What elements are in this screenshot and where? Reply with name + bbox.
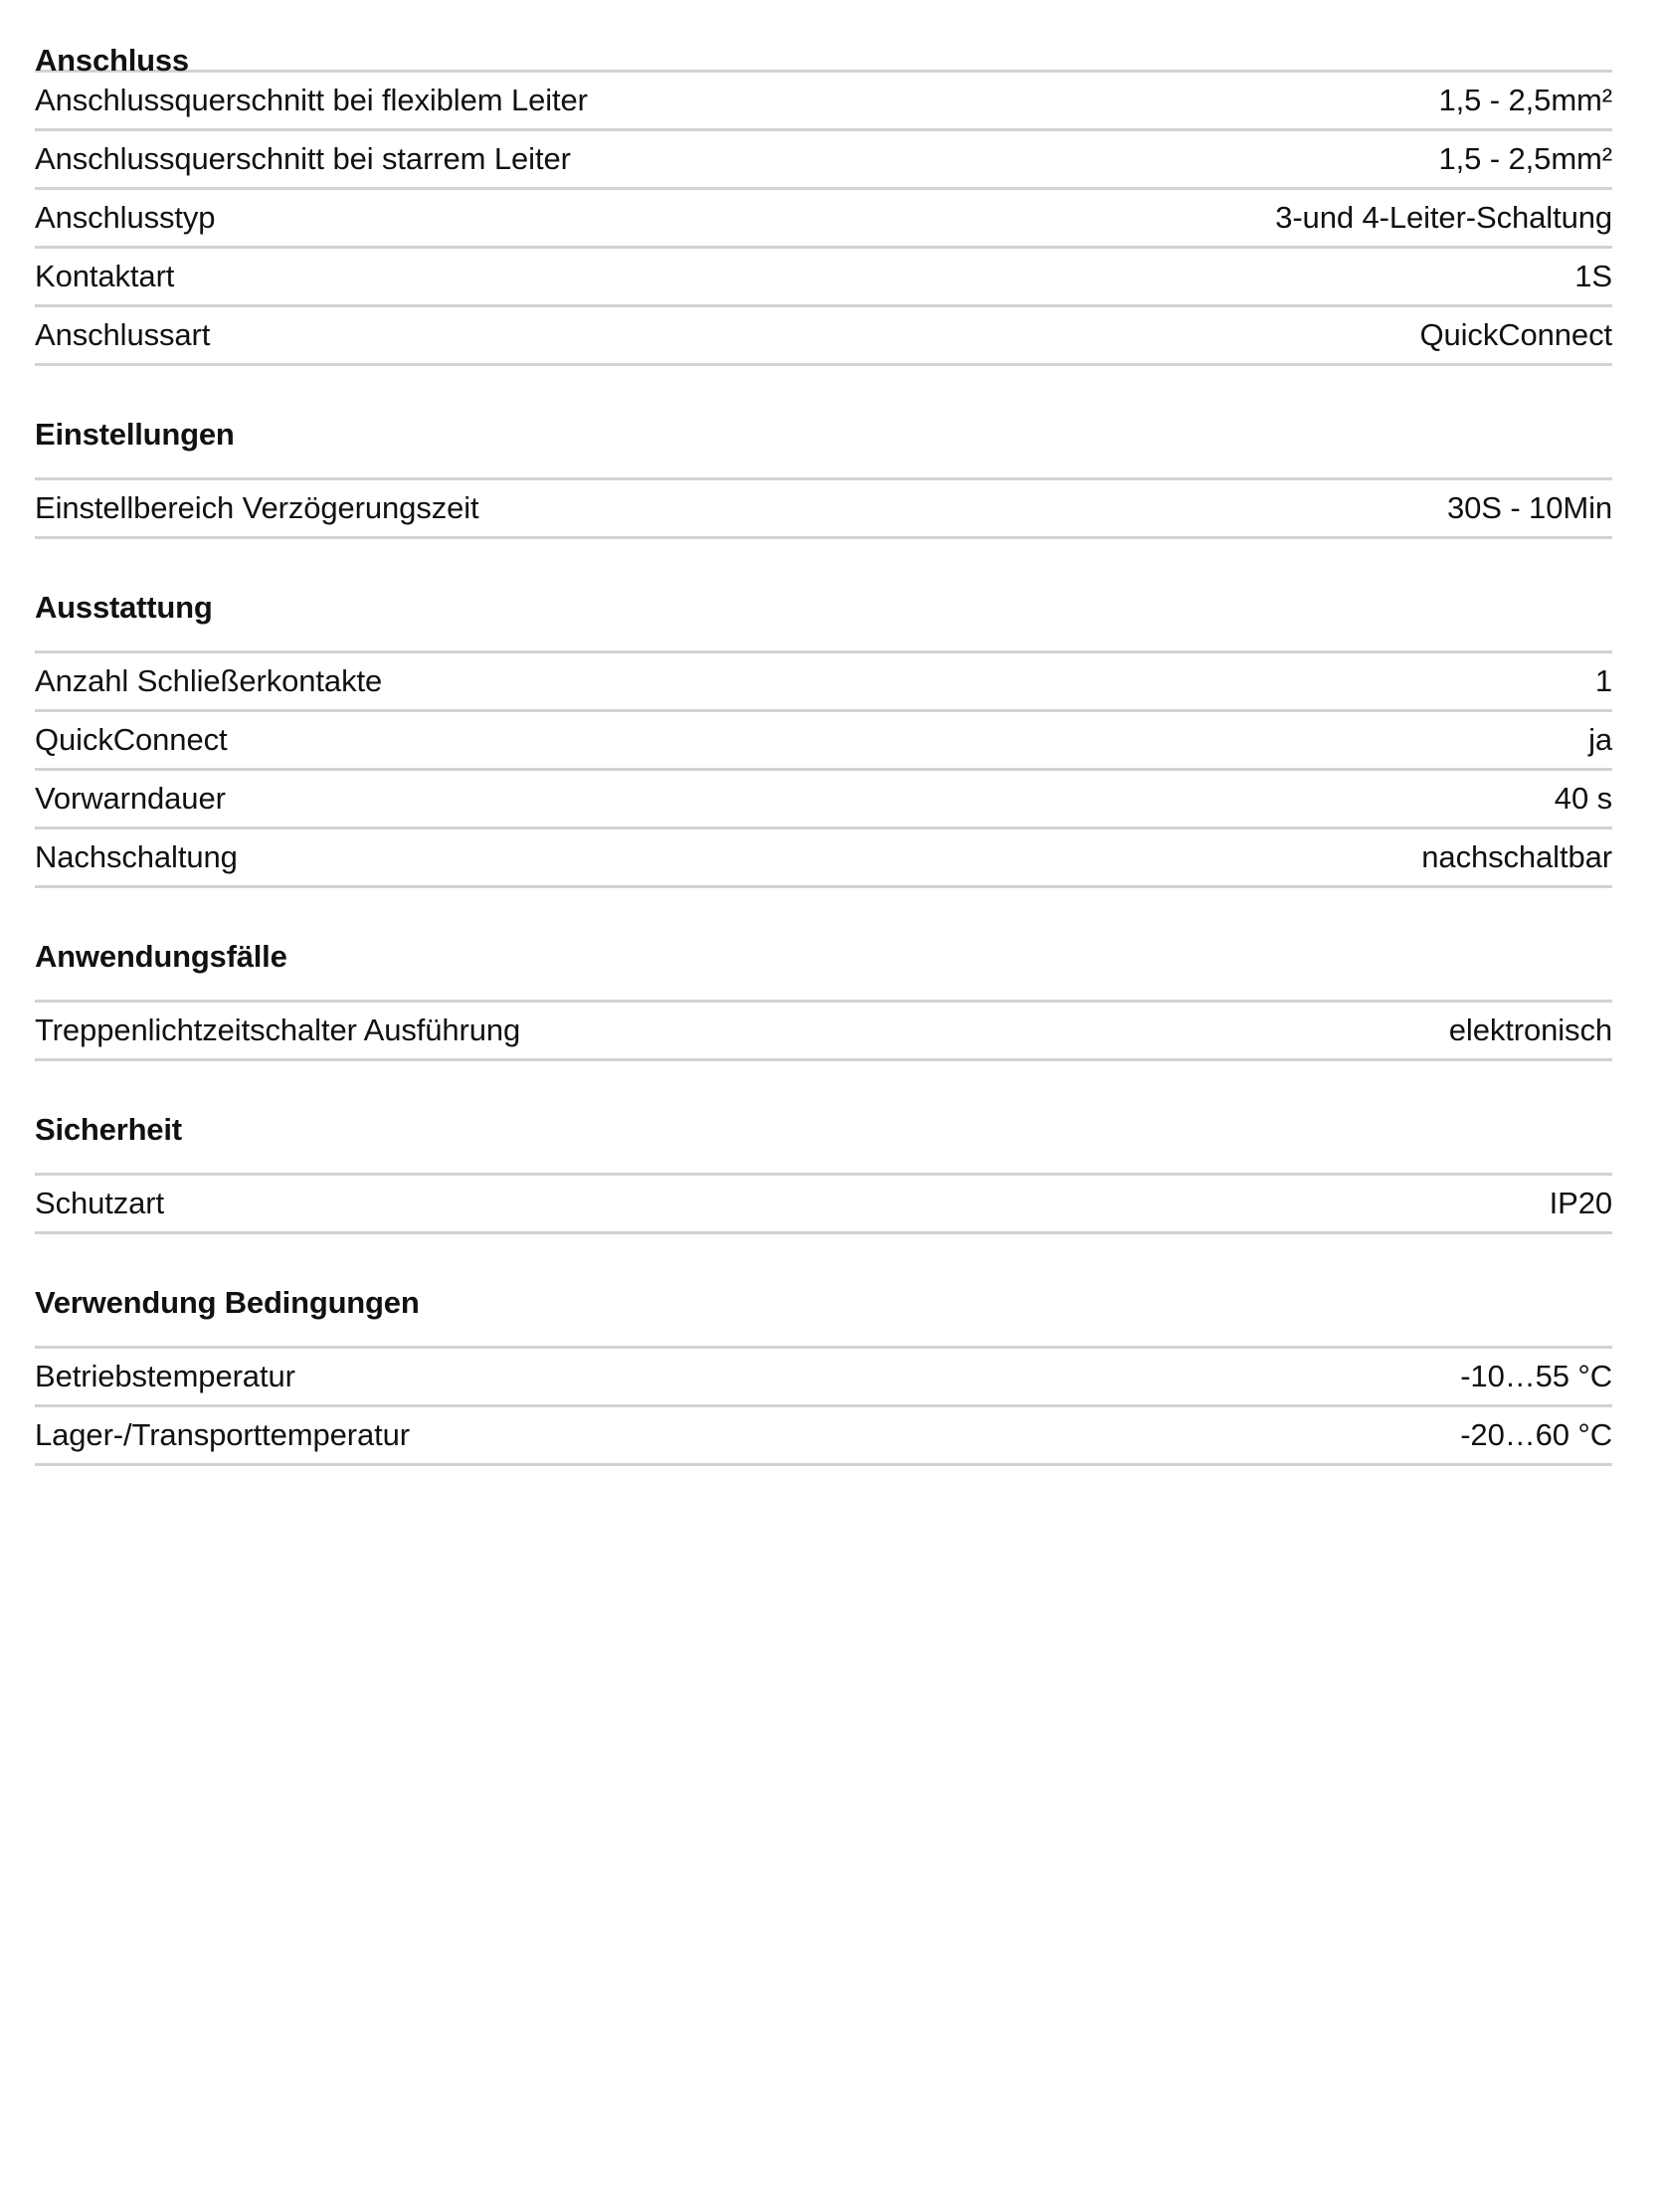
spec-label: Anschlussart [35,317,211,352]
spec-label: Nachschaltung [35,839,238,874]
spec-value: 40 s [1554,781,1612,816]
spec-label: Einstellbereich Verzögerungszeit [35,490,479,525]
spec-label: Treppenlichtzeitschalter Ausführung [35,1013,521,1047]
spec-table [35,1000,1612,1061]
section-anwendungsfaelle [35,888,1612,1061]
spec-value: QuickConnect [1419,317,1612,352]
spec-label: Kontaktart [35,259,175,293]
spec-label: Betriebstemperatur [35,1359,295,1393]
spec-label: Anschlussquerschnitt bei starrem Leiter [35,141,571,176]
spec-sheet [35,0,1612,1466]
section-title: Verwendung Bedingungen [35,1285,420,1320]
spec-row [35,771,1612,830]
spec-row [35,712,1612,771]
spec-value: 1,5 - 2,5mm² [1438,83,1612,117]
spec-label: Anschlusstyp [35,200,216,235]
spec-table [35,70,1612,366]
spec-label: Vorwarndauer [35,781,226,816]
section-anschluss [35,0,1612,366]
spec-row [35,131,1612,190]
spec-row [35,307,1612,366]
section-title: Einstellungen [35,417,235,452]
spec-value: elektronisch [1448,1013,1612,1047]
spec-value: nachschaltbar [1421,839,1612,874]
spec-table [35,650,1612,888]
section-title: Anwendungsfälle [35,939,287,974]
spec-value: ja [1588,722,1612,757]
spec-table [35,477,1612,539]
spec-row [35,830,1612,888]
spec-label: Schutzart [35,1186,165,1220]
spec-table [35,1173,1612,1234]
spec-row [35,1176,1612,1234]
spec-value: 1,5 - 2,5mm² [1438,141,1612,176]
section-verwendung-bedingungen [35,1234,1612,1466]
spec-value: -10…55 °C [1460,1359,1612,1393]
section-title: Anschluss [35,43,189,78]
spec-value: IP20 [1549,1186,1612,1220]
section-title: Sicherheit [35,1112,182,1147]
spec-row [35,653,1612,712]
spec-value: 1 [1594,663,1612,698]
spec-label: Anzahl Schließerkontakte [35,663,383,698]
section-einstellungen [35,366,1612,539]
spec-value: -20…60 °C [1460,1417,1612,1452]
spec-row [35,73,1612,131]
spec-value: 30S - 10Min [1446,490,1612,525]
spec-row [35,480,1612,539]
spec-row [35,1349,1612,1407]
spec-row [35,1003,1612,1061]
spec-label: Lager-/Transporttemperatur [35,1417,411,1452]
spec-table [35,1346,1612,1466]
section-sicherheit [35,1061,1612,1234]
spec-value: 3-und 4-Leiter-Schaltung [1275,200,1612,235]
spec-row [35,190,1612,249]
spec-value: 1S [1574,259,1612,293]
spec-row [35,249,1612,307]
spec-row [35,1407,1612,1466]
section-ausstattung [35,539,1612,888]
spec-label: Anschlussquerschnitt bei flexiblem Leiter [35,83,588,117]
spec-label: QuickConnect [35,722,228,757]
section-title: Ausstattung [35,590,213,625]
